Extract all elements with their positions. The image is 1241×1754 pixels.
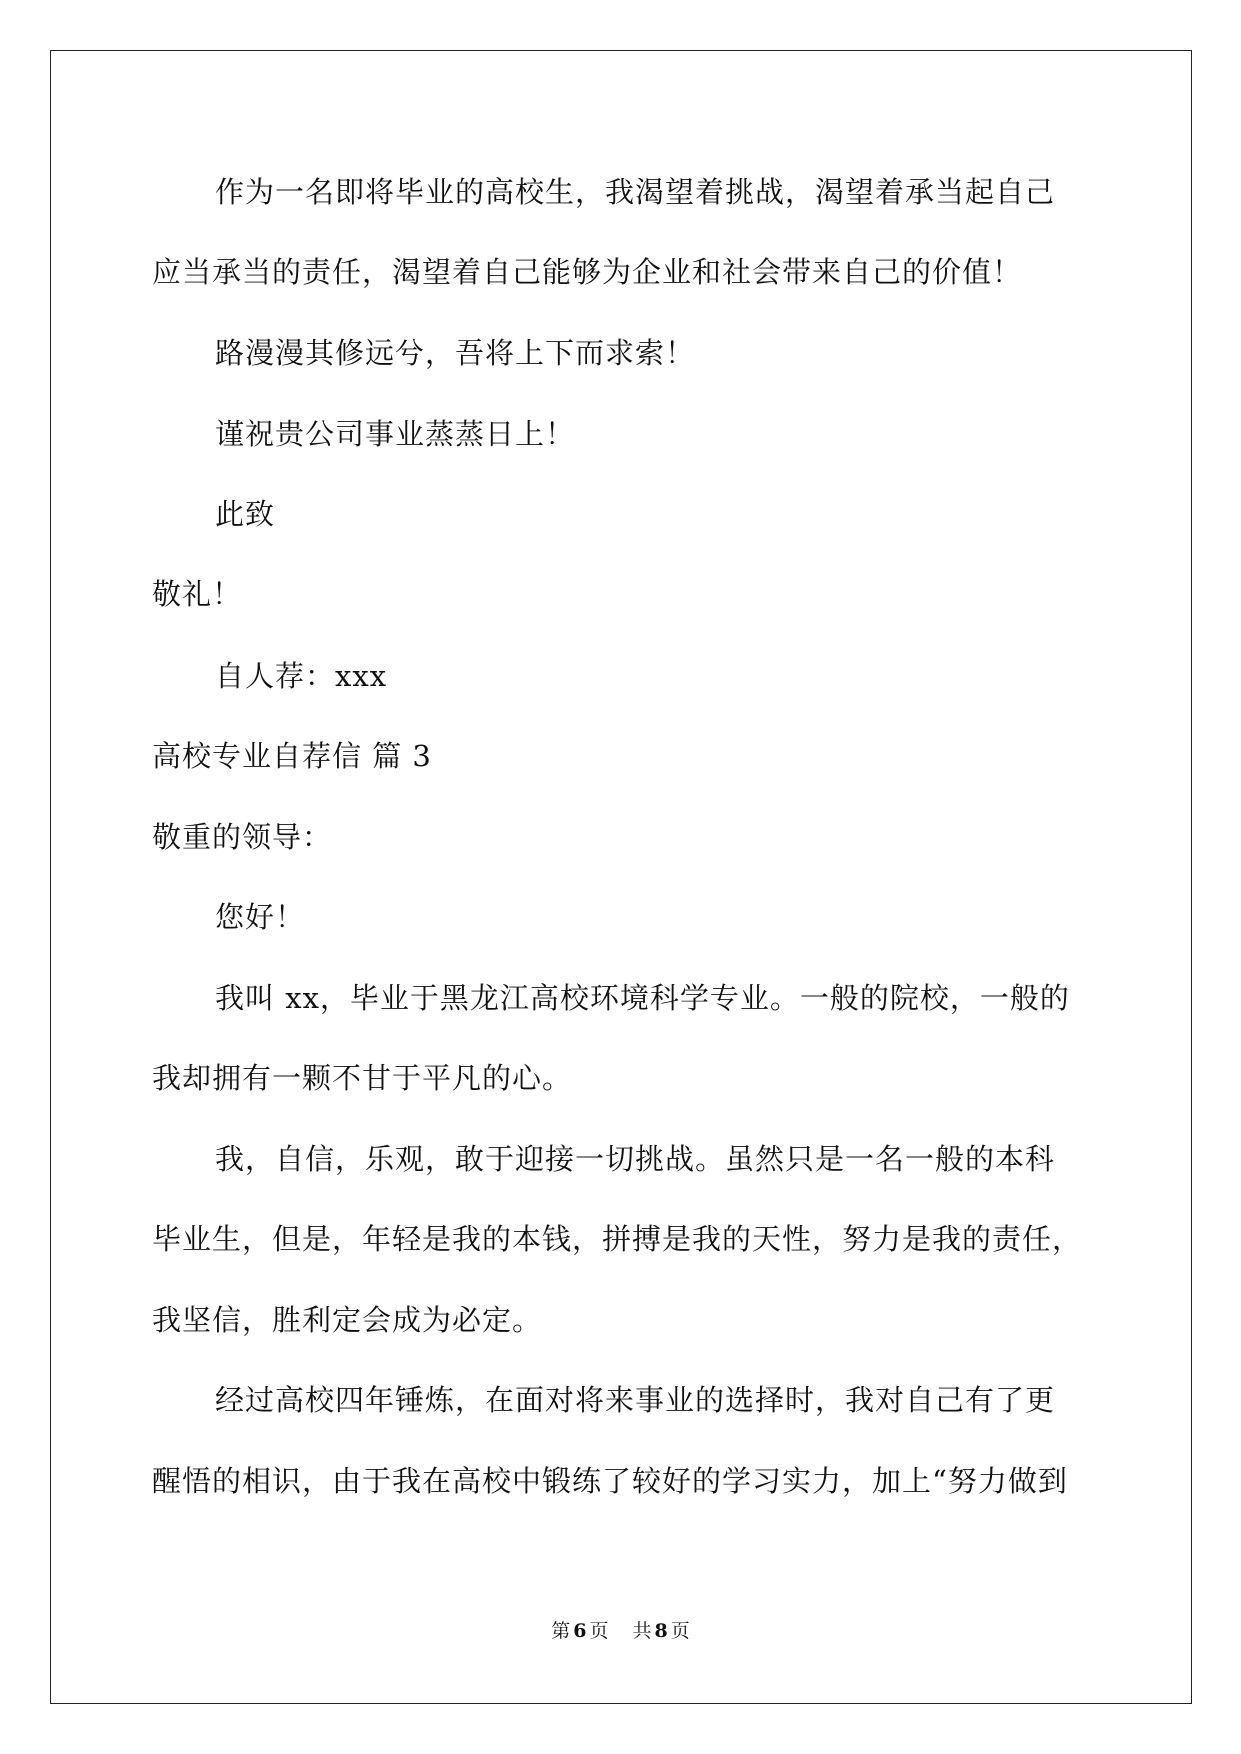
closing-line: 此致 xyxy=(215,497,276,531)
total-prefix: 共 xyxy=(632,1620,652,1642)
page-prefix: 第 xyxy=(551,1620,571,1642)
paragraph-line: 我却拥有一颗不甘于平凡的心。 xyxy=(152,1061,573,1095)
page-current: 6 xyxy=(573,1620,587,1642)
page-border xyxy=(50,50,1192,1704)
paragraph-line: 路漫漫其修远兮，吾将上下而求索！ xyxy=(215,336,696,370)
total-suffix: 页 xyxy=(670,1620,690,1642)
paragraph-line: 谨祝贵公司事业蒸蒸日上！ xyxy=(215,417,576,451)
paragraph-line: 我坚信，胜利定会成为必定。 xyxy=(152,1303,543,1337)
paragraph-line: 作为一名即将毕业的高校生，我渴望着挑战，渴望着承当起自己 xyxy=(215,175,1056,209)
signature-line: 自人荐：xxx xyxy=(215,659,388,693)
salutation-line: 敬礼！ xyxy=(152,577,243,611)
paragraph-line: 醒悟的相识，由于我在高校中锻练了较好的学习实力，加上“努力做到 xyxy=(152,1464,1068,1498)
page-footer xyxy=(0,1619,1241,1643)
paragraph-line: 我叫 xx，毕业于黑龙江高校环境科学专业。一般的院校，一般的 xyxy=(215,981,1070,1015)
greeting-line: 您好！ xyxy=(215,900,306,934)
paragraph-line: 应当承当的责任，渴望着自己能够为企业和社会带来自己的价值！ xyxy=(152,255,1023,289)
page-total: 8 xyxy=(654,1620,668,1642)
section-heading: 高校专业自荐信 篇 3 xyxy=(152,739,432,773)
paragraph-line: 毕业生，但是，年轻是我的本钱，拼搏是我的天性，努力是我的责任， xyxy=(152,1222,1083,1256)
greeting-line: 敬重的领导： xyxy=(152,820,333,854)
paragraph-line: 经过高校四年锤炼，在面对将来事业的选择时，我对自己有了更 xyxy=(215,1383,1056,1417)
paragraph-line: 我，自信，乐观，敢于迎接一切挑战。虽然只是一名一般的本科 xyxy=(215,1142,1056,1176)
page-suffix: 页 xyxy=(589,1620,609,1642)
